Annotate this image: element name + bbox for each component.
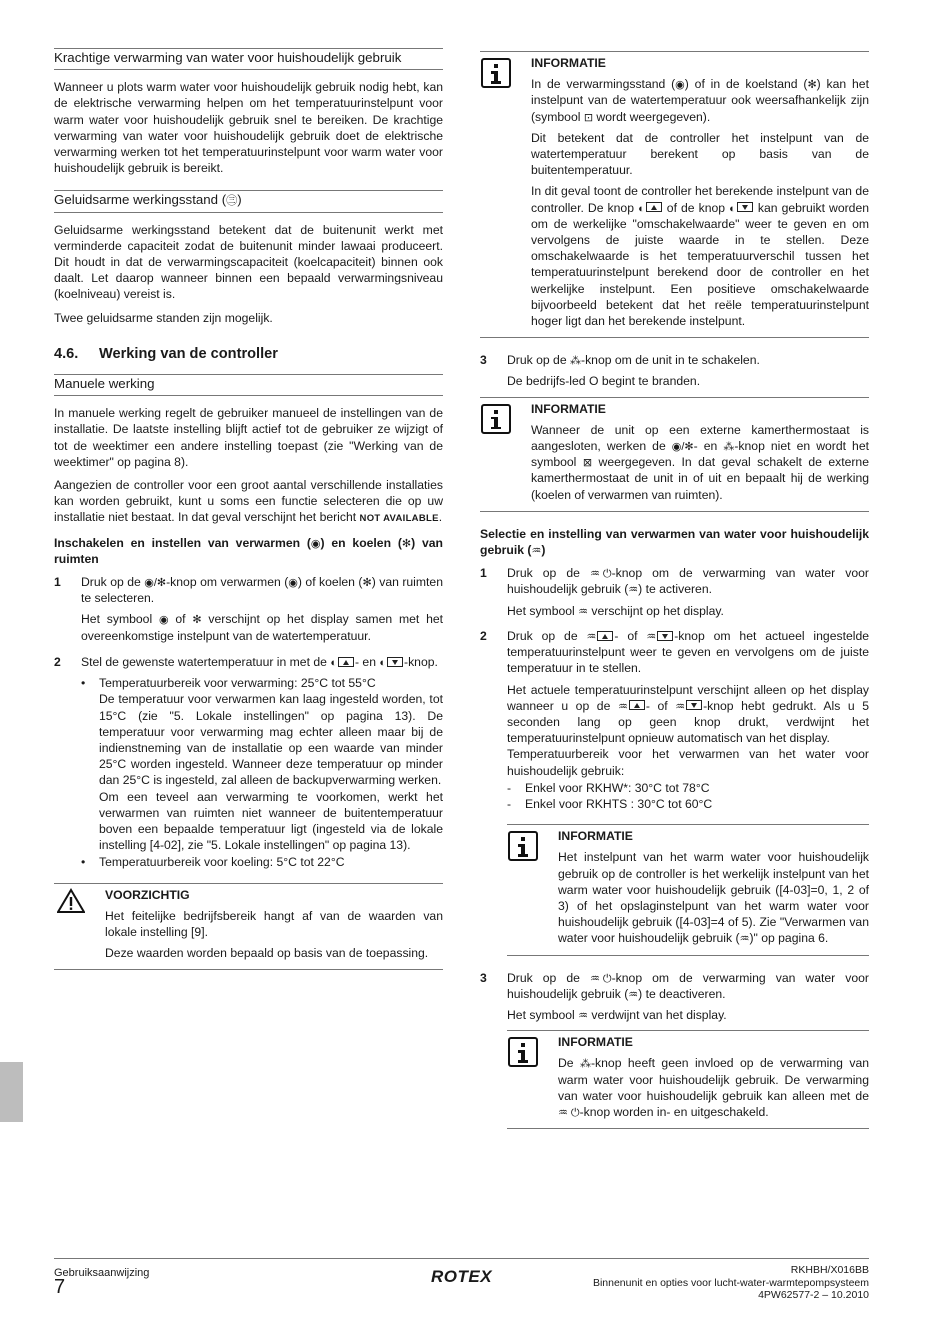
- up-button-icon: [338, 657, 354, 667]
- up-button-icon: [597, 631, 613, 641]
- info-box-weather: INFORMATIE In de verwarmingsstand (◉) of in de koelstand (✻) kan het instelpunt van de watertemperatuur ook weersafhankelijk zijn (symbool ⊡ wordt weergegeven). Dit betekent dat de controller het instelpunt van de watertemperatuur berekent op basis van de buitentemperatuur. In dit geval toont de controller het berekende instelpunt van de controller. De knop ◐ of de knop ◐ kan gebruikt worden om de werkelijke "omschakelwaarde" weer te geven en om vervolgens de juiste waarde in te stellen. Deze omschakelwaarde is het temperatuurverschil tussen het temperatuurinstelpunt berekend door de controller en het werkelijke instelpunt. Een positieve omschakelwaarde bijvoorbeeld betekent dat het reële temperatuurinstelpunt hoger ligt dan het berekende instelpunt.: [480, 51, 869, 338]
- dial-icon: ◐: [379, 656, 387, 669]
- cooling-icon: ✻: [362, 577, 372, 590]
- tap-water-icon: ♒: [578, 605, 588, 618]
- tap-water-icon: ♒: [578, 1009, 588, 1022]
- up-button-icon: [629, 700, 645, 710]
- footer-product-info: [593, 1264, 869, 1302]
- footer-doc-code: 4PW62577-2 – 10.2010: [758, 1289, 869, 1301]
- info-icon: [508, 1037, 538, 1067]
- heat-cool-icon: ◉/✻: [144, 577, 167, 590]
- down-button-icon: [686, 700, 702, 710]
- info-icon: [481, 404, 511, 434]
- step-3-domestic: 3 Druk op de ♒ ⏻-knop om de verwarming van water voor huishoudelijk gebruik (♒) te deactiveren. Het symbool ♒ verdwijnt van het display.: [480, 970, 869, 1022]
- section-title-powerful-heating: Krachtige verwarming van water voor huishoudelijk gebruik: [54, 48, 443, 70]
- tap-water-icon: ♒: [675, 700, 686, 713]
- dial-icon: ◐: [729, 202, 736, 215]
- subheading-heat-cool: Inschakelen en instellen van verwarmen (◉) en koelen (✻) van ruimten: [54, 535, 443, 566]
- tap-power-icon: ♒ ⏻: [589, 972, 612, 985]
- info-box-setpoint: INFORMATIE Het instelpunt van het warm water voor huishoudelijk gebruik op de controller is het werkelijk instelpunt van het warm water voor huishoudelijk gebruik ([4-03]=0, 1, 2 of 3) of het opslaginstelpunt van het warm water voor huishoudelijk gebruik ([4-03]=4 of 5). Zie "Verwarmen van water voor huishoudelijk gebruik (♒)" op pagina 6.: [507, 824, 869, 955]
- up-button-icon: [646, 202, 662, 212]
- info-icon: [508, 831, 538, 861]
- down-button-icon: [657, 631, 673, 641]
- heating-icon: ◉: [288, 577, 298, 590]
- caution-title: VOORZICHTIG: [105, 887, 190, 902]
- info-box-onoff: INFORMATIE De ⁂-knop heeft geen invloed op de verwarming van warm water voor huishoudelijk gebruik. De verwarming van water voor huishoudelijk gebruik kan alleen met de ♒ ⏻-knop worden in- en uitgeschakeld.: [507, 1030, 869, 1129]
- on-off-icon: ⁂: [580, 1058, 591, 1071]
- chapter-heading: 4.6. Werking van de controller: [54, 345, 278, 362]
- heating-icon: ◉: [310, 537, 321, 550]
- down-button-icon: [737, 202, 753, 212]
- tap-water-icon: ♒: [628, 584, 639, 597]
- cooling-icon: ✻: [807, 79, 817, 92]
- info-box-thermostat: INFORMATIE Wanneer de unit op een externe kamerthermostaat is aangesloten, werken de ◉/✻- en ⁂-knop niet en wordt het symbool ⊠ weergegeven. In dat geval schakelt de externe kamerthermostaat de unit in of uit en bepaalt hij de werking (koelen of verwarmen van ruimten).: [480, 397, 869, 512]
- tap-water-icon: ♒: [586, 630, 597, 643]
- footer-model: RKHBH/X016BB: [790, 1264, 869, 1276]
- weather-dependent-icon: ⊡: [583, 111, 594, 124]
- step-2: 2 Stel de gewenste watertemperatuur in met de ◐ - en ◐ -knop. • Temperatuurbereik voor verwarming: 25°C tot 55°C De temperatuur voor verwarmen kan laag ingesteld worden, tot 15°C (zie "5. Lokale instellingen" op pagina 13). De temperatuur voor verwarming mag echter alleen maar bij de indienstneming van de installatie op een waarde van minder 25°C worden ingesteld. Wanneer deze temperatuur op minder dan 25°C is ingesteld, zal alleen de backupverwarming werken. Om een teveel aan verwarming te voorkomen, werkt het verwarmen van ruimten niet wanneer de buitentemperatuur boven een bepaalde temperatuur ligt (ingesteld via de lokale instelling [4-02], zie "5. Lokale instellingen" op pagina 13). • Temperatuurbereik voor koeling: 5°C tot 22°C: [54, 654, 443, 871]
- tap-water-icon: ♒: [646, 630, 657, 643]
- section-title-manual-operation: Manuele werking: [54, 374, 443, 396]
- paragraph: In manuele werking regelt de gebruiker manueel de instellingen van de installatie. De laatste instelling blijft actief tot de gebruiker ze wijzigt of tot de weektimer een andere instelling toepast (zie "Werking van de weektimer" op pagina 8).: [54, 406, 443, 469]
- heat-cool-icon: ◉/✻: [671, 441, 694, 454]
- tap-water-icon: ♒: [628, 988, 639, 1001]
- step-2-domestic: 2 Druk op de ♒ - of ♒ -knop om het actueel ingestelde temperatuurinstelpunt weer te geven en vervolgens om de juiste temperatuur in te stellen. Het actuele temperatuurinstelpunt verschijnt alleen op het display wanneer u op de ♒ - of ♒ -knop hebt gedrukt. Als u 5 seconden lang op geen knop drukt, verdwijnt het temperatuurinstelpunt opnieuw automatisch van het display. Temperatuurbereik voor het verwarmen van het water voor huishoudelijk gebruik: - Enkel voor RKHW*: 30°C tot 78°C - Enkel voor RKHTS : 30°C tot 60°C: [480, 628, 869, 812]
- page-number: 7: [54, 1276, 66, 1298]
- on-off-icon: ⁂: [723, 441, 735, 454]
- on-off-icon: ⁂: [570, 355, 582, 368]
- step-1: 1 Druk op de ◉/✻-knop om verwarmen (◉) of koelen (✻) van ruimten te selecteren. Het symbool ◉ of ✻ verschijnt op het display samen met het overeenkomstige instelpunt van de watertemperatuur.: [54, 575, 444, 643]
- chapter-side-tab: [0, 1062, 23, 1122]
- step-3-power: 3 Druk op de ⁂-knop om de unit in te schakelen. De bedrijfs-led O begint te branden.: [480, 353, 760, 389]
- bullet-heating-range: • Temperatuurbereik voor verwarming: 25°C tot 55°C De temperatuur voor verwarmen kan laag ingesteld worden, tot 15°C (zie "5. Lokale instellingen" op pagina 13). De temperatuur voor verwarming mag echter alleen maar bij de indienstneming van de installatie op een waarde van minder 25°C worden ingesteld. Wanneer deze temperatuur op minder dan 25°C is ingesteld, zal alleen de backupverwarming werken. Om een teveel aan verwarming te voorkomen, werkt het verwarmen van ruimten niet wanneer de buitentemperatuur boven een bepaalde temperatuur ligt (ingesteld via de lokale instelling [4-02], zie "5. Lokale instellingen" op pagina 13).: [81, 675, 443, 853]
- tap-power-icon: ♒ ⏻: [558, 1106, 580, 1119]
- caution-box: VOORZICHTIG Het feitelijke bedrijfsbereik hangt af van de waarden van lokale instelling [9]. Deze waarden worden bepaald op basis van de toepassing.: [54, 883, 443, 971]
- not-available-code: NOT AVAILABLE: [359, 513, 439, 525]
- paragraph: Geluidsarme werkingsstand betekent dat de buitenunit werkt met verminderde capaciteit zodat de buitenunit minder lawaai produceert. Dit houdt in dat de verwarmingscapaciteit (koelcapaciteit) binnen ook daalt. Let daarop wanneer binnen een bepaald verwarmingsniveau (koelniveau) vereist is.: [54, 222, 443, 302]
- warning-triangle-icon: [57, 888, 85, 914]
- cooling-icon: ✻: [401, 537, 412, 550]
- right-column: [480, 48, 869, 1143]
- page-footer: [54, 1258, 869, 1301]
- dial-icon: ◐: [638, 202, 645, 215]
- paragraph: Wanneer u plots warm water voor huishoudelijk gebruik nodig hebt, kan de elektrische verwarming helpen om het temperatuurinstelpunt voor warm water voor huishoudelijk gebruik snel te bereiken. De krachtige verwarming van water voor huishoudelijk gebruik doet de elektrische verwarming werken tot het temperatuurinstelpunt voor warm water voor huishoudelijk gebruik is bereikt.: [54, 80, 443, 176]
- subheading-domestic-water: Selectie en instelling van verwarmen van water voor huishoudelijk gebruik (♒): [480, 526, 869, 558]
- left-column: [54, 48, 443, 984]
- dial-icon: ◐: [330, 656, 337, 669]
- tap-water-icon: ♒: [531, 545, 542, 558]
- quiet-mode-icon: ㊂: [226, 195, 238, 208]
- step-1-domestic: 1 Druk op de ♒ ⏻-knop om de verwarming van water voor huishoudelijk gebruik (♒) te activeren. Het symbool ♒ verschijnt op het display.: [480, 566, 869, 618]
- external-thermostat-icon: ⊠: [582, 457, 593, 470]
- cooling-icon: ✻: [192, 614, 202, 627]
- footer-description: Binnenunit en opties voor lucht-water-warmtepompsysteem: [592, 1276, 869, 1289]
- info-icon: [481, 58, 511, 88]
- down-button-icon: [387, 657, 403, 667]
- footer-doc-type: Gebruiksaanwijzing: [54, 1267, 150, 1279]
- tap-water-icon: ♒: [739, 933, 750, 946]
- brand-logo: ROTEX: [431, 1267, 493, 1286]
- heating-icon: ◉: [158, 614, 169, 627]
- paragraph: Twee geluidsarme standen zijn mogelijk.: [54, 310, 273, 325]
- bullet-cooling-range: • Temperatuurbereik voor koeling: 5°C tot 22°C: [81, 854, 443, 870]
- tap-power-icon: ♒ ⏻: [589, 568, 612, 581]
- section-title-quiet-mode: Geluidsarme werkingsstand (㊂): [54, 190, 443, 212]
- heating-icon: ◉: [675, 79, 685, 92]
- paragraph: Aangezien de controller voor een groot aantal verschillende installaties kan worden gebruikt, kunt u soms een functie selecteren die op uw installatie niet bestaat. In dat geval verschijnt het bericht NOT AVAILABLE.: [54, 478, 443, 525]
- range-rkhts: - Enkel voor RKHTS : 30°C tot 60°C: [507, 796, 869, 812]
- tap-water-icon: ♒: [617, 700, 628, 713]
- range-rkhw: - Enkel voor RKHW*: 30°C tot 78°C: [507, 780, 869, 796]
